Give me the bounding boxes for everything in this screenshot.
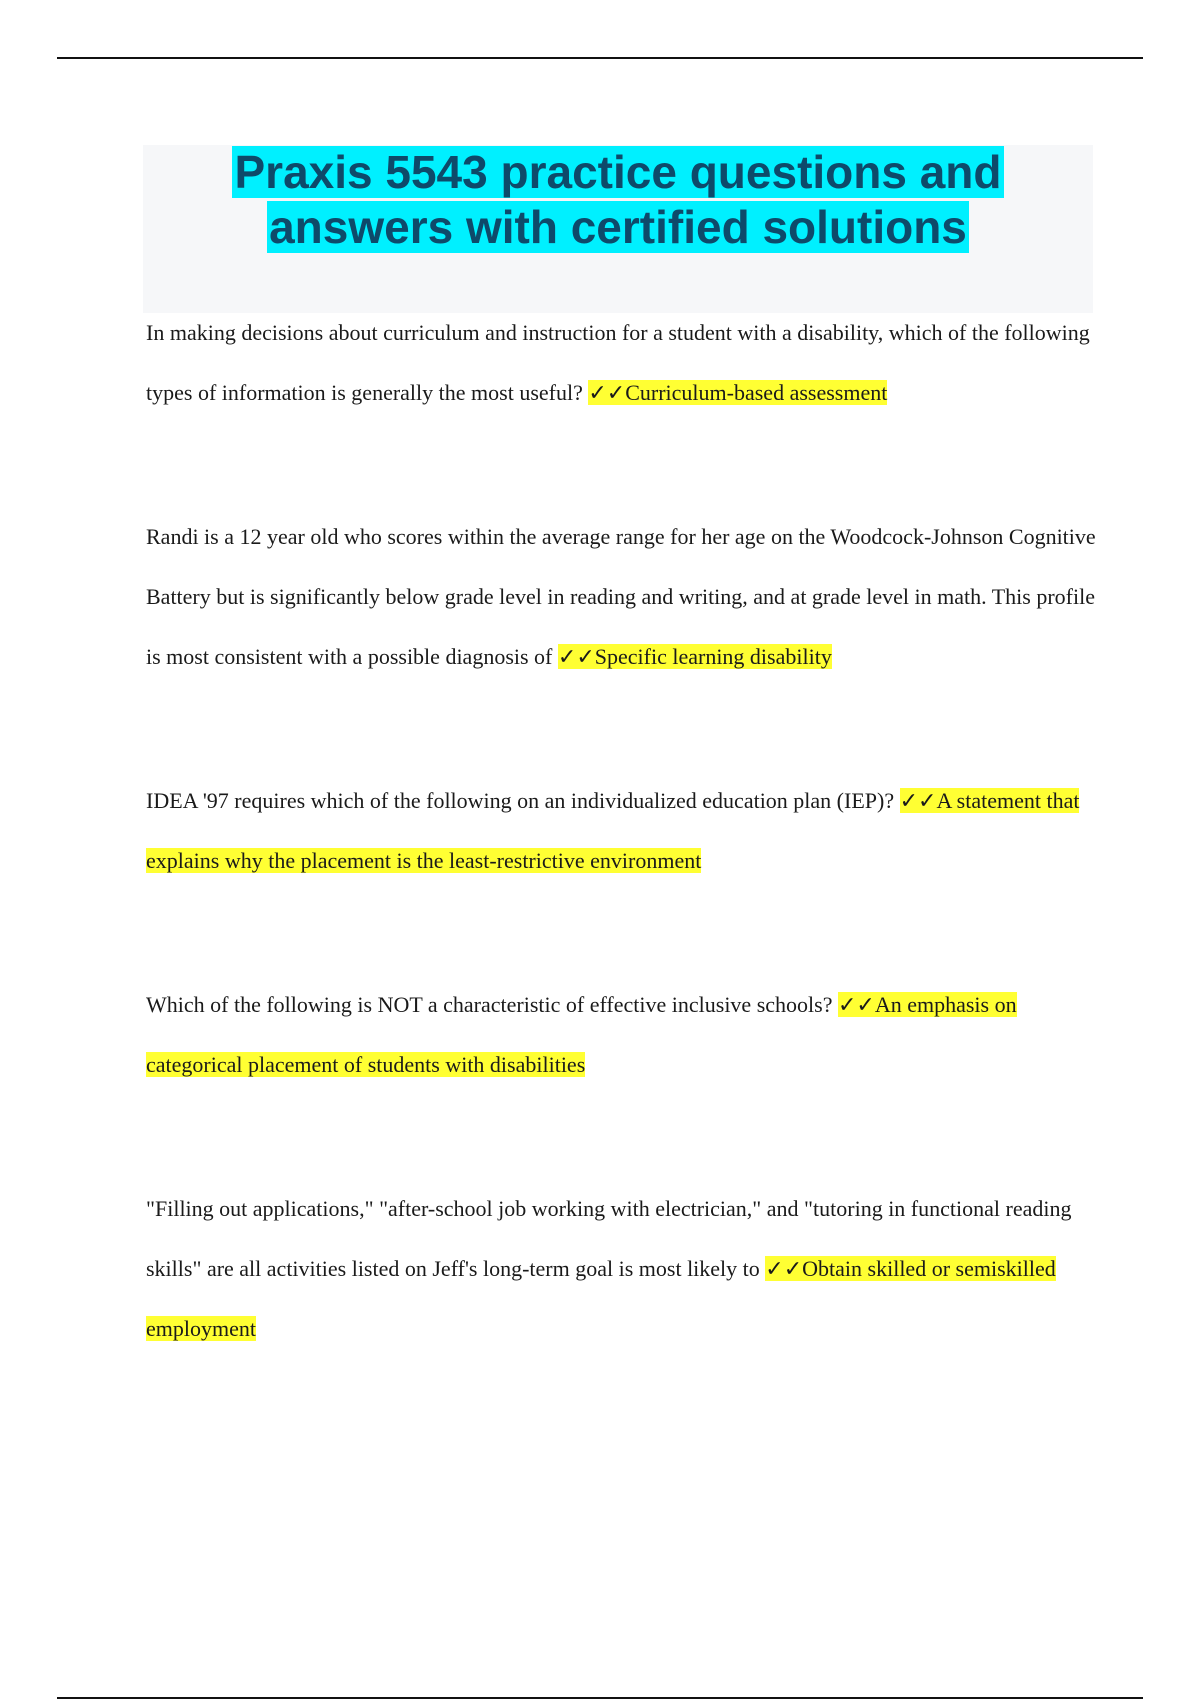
- qa-item: [146, 1179, 1096, 1359]
- top-rule: [57, 57, 1143, 59]
- answer-text: Specific learning disability: [594, 644, 832, 669]
- question-text: Which of the following is NOT a characteristic of effective inclusive schools?: [146, 992, 833, 1017]
- answer-text: Obtain skilled or semiskilled employment: [146, 1256, 1056, 1341]
- qa-list: [146, 303, 1096, 1359]
- check-mark-icon: ✓✓: [765, 1256, 803, 1281]
- bottom-rule: [57, 1697, 1143, 1699]
- question-text: IDEA '97 requires which of the following on an individualized education plan (IEP)?: [146, 788, 895, 813]
- answer-text: A statement that explains why the placement is the least-restrictive environment: [146, 788, 1080, 873]
- qa-item: [146, 771, 1096, 891]
- qa-item: [146, 303, 1096, 423]
- answer-highlight: [558, 644, 832, 669]
- check-mark-icon: ✓✓: [557, 644, 595, 669]
- question-text: Randi is a 12 year old who scores within the average range for her age on the Woodcock-Johnson Cognitive Battery but is significantly below grade level in reading and writing, and at grade level in math. This profile is most consistent with a possible diagnosis of: [146, 524, 1096, 669]
- qa-item: [146, 975, 1096, 1095]
- title-line-2: answers with certified solutions: [269, 201, 967, 253]
- title-banner: [143, 145, 1093, 313]
- qa-item: [146, 507, 1096, 687]
- check-mark-icon: ✓✓: [899, 788, 937, 813]
- answer-text: An emphasis on categorical placement of students with disabilities: [146, 992, 1017, 1077]
- title-line-1: Praxis 5543 practice questions and: [234, 146, 1002, 198]
- question-text: "Filling out applications," "after-school job working with electrician," and "tutoring in functional reading skills" are all activities listed on Jeff's long-term goal is most likely to: [146, 1196, 1072, 1281]
- check-mark-icon: ✓✓: [588, 380, 626, 405]
- answer-text: Curriculum-based assessment: [625, 380, 888, 405]
- question-text: In making decisions about curriculum and instruction for a student with a disability, which of the following types of information is generally the most useful?: [146, 320, 1090, 405]
- check-mark-icon: ✓✓: [837, 992, 875, 1017]
- page-title: [143, 145, 1093, 255]
- answer-highlight: [588, 380, 887, 405]
